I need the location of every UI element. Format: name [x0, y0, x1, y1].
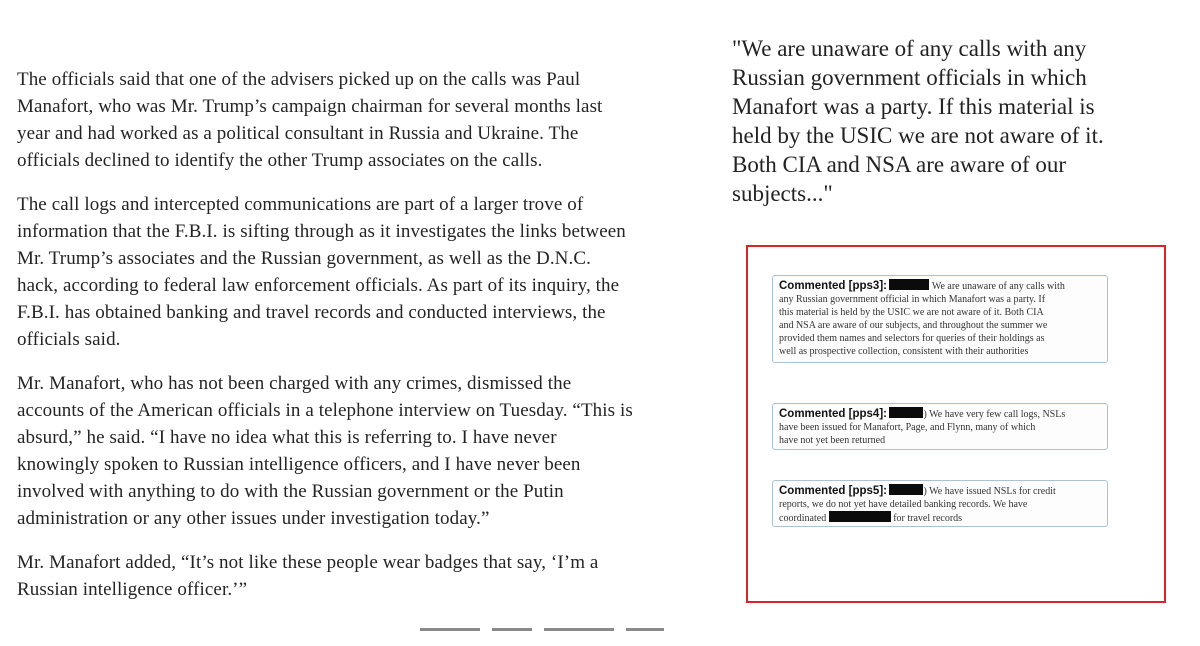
comment-label: Commented [pps3]:: [779, 280, 887, 292]
quote-line: Russian government officials in which: [732, 65, 1087, 90]
text-line: Mr. Manafort added, “It’s not like these people wear badges that say, ‘I’m a: [17, 552, 599, 573]
comment-pps4: [772, 403, 1108, 450]
text-line: involved with anything to do with the Russian government or the Putin: [17, 481, 564, 502]
pull-quote: [732, 34, 1172, 208]
redaction-bar: [889, 484, 923, 495]
comment-line: this material is held by the USIC we are not aware of it. Both CIA: [779, 307, 1044, 318]
comment-header-line: [779, 279, 1101, 293]
comment-text-fragment: for travel records: [893, 513, 963, 524]
comment-line: well as prospective collection, consistent with their authorities: [779, 346, 1029, 357]
article-paragraph-1: [17, 66, 717, 174]
comment-first-line: ) We have very few call logs, NSLs: [923, 409, 1066, 420]
text-line: year and had worked as a political consultant in Russia and Ukraine. The: [17, 123, 579, 144]
text-line: officials said.: [17, 329, 121, 350]
comment-pps5: [772, 480, 1108, 527]
comment-line: have been issued for Manafort, Page, and Flynn, many of which: [779, 422, 1036, 433]
comment-pps3: [772, 275, 1108, 363]
text-line: hack, according to federal law enforcement officials. As part of its inquiry, the: [17, 275, 620, 296]
article-paragraph-3: [17, 370, 717, 532]
text-line: information that the F.B.I. is sifting through as it investigates the links between: [17, 221, 626, 242]
text-line: F.B.I. has obtained banking and travel records and conducted interviews, the: [17, 302, 606, 323]
quote-line: Manafort was a party. If this material is: [732, 94, 1095, 119]
document-excerpt-frame: [746, 245, 1166, 603]
text-line: The call logs and intercepted communications are part of a larger trove of: [17, 194, 584, 215]
text-line: knowingly spoken to Russian intelligence officers, and I have never been: [17, 454, 581, 475]
comment-text-fragment: coordinated: [779, 513, 827, 524]
comment-first-line: ) We have issued NSLs for credit: [923, 486, 1056, 497]
text-line: accounts of the American officials in a telephone interview on Tuesday. “This is: [17, 400, 633, 421]
text-line: officials declined to identify the other Trump associates on the calls.: [17, 150, 543, 171]
redaction-bar: [889, 279, 929, 290]
article-paragraph-4: [17, 549, 717, 603]
comment-line: and NSA are aware of our subjects, and throughout the summer we: [779, 320, 1048, 331]
article-paragraph-2: [17, 191, 717, 353]
text-line: absurd,” he said. “I have no idea what this is referring to. I have never: [17, 427, 557, 448]
comment-label: Commented [pps5]:: [779, 485, 887, 497]
comment-header-line: [779, 484, 1101, 498]
cut-off-text-remnant: [420, 628, 670, 632]
text-line: The officials said that one of the advisers picked up on the calls was Paul: [17, 69, 581, 90]
comment-line: provided them names and selectors for queries of their holdings as: [779, 333, 1045, 344]
text-line: Russian intelligence officer.’”: [17, 579, 248, 600]
comment-line-with-redaction: [779, 511, 1101, 525]
comment-line: any Russian government official in which Manafort was a party. If: [779, 294, 1046, 305]
redaction-bar: [889, 407, 923, 418]
article-text: [17, 66, 717, 620]
text-line: Mr. Trump’s associates and the Russian government, as well as the D.N.C.: [17, 248, 591, 269]
comment-header-line: [779, 407, 1101, 421]
quote-line: held by the USIC we are not aware of it.: [732, 123, 1104, 148]
quote-line: Both CIA and NSA are aware of our: [732, 152, 1067, 177]
text-line: Mr. Manafort, who has not been charged with any crimes, dismissed the: [17, 373, 572, 394]
comment-label: Commented [pps4]:: [779, 408, 887, 420]
text-line: administration or any other issues under investigation today.”: [17, 508, 490, 529]
comment-line: reports, we do not yet have detailed banking records. We have: [779, 499, 1028, 510]
text-line: Manafort, who was Mr. Trump’s campaign chairman for several months last: [17, 96, 603, 117]
comment-first-line: We are unaware of any calls with: [931, 281, 1065, 292]
quote-line: subjects...": [732, 181, 833, 206]
quote-line: "We are unaware of any calls with any: [732, 36, 1087, 61]
redaction-bar: [829, 511, 891, 522]
comment-line: have not yet been returned: [779, 435, 886, 446]
